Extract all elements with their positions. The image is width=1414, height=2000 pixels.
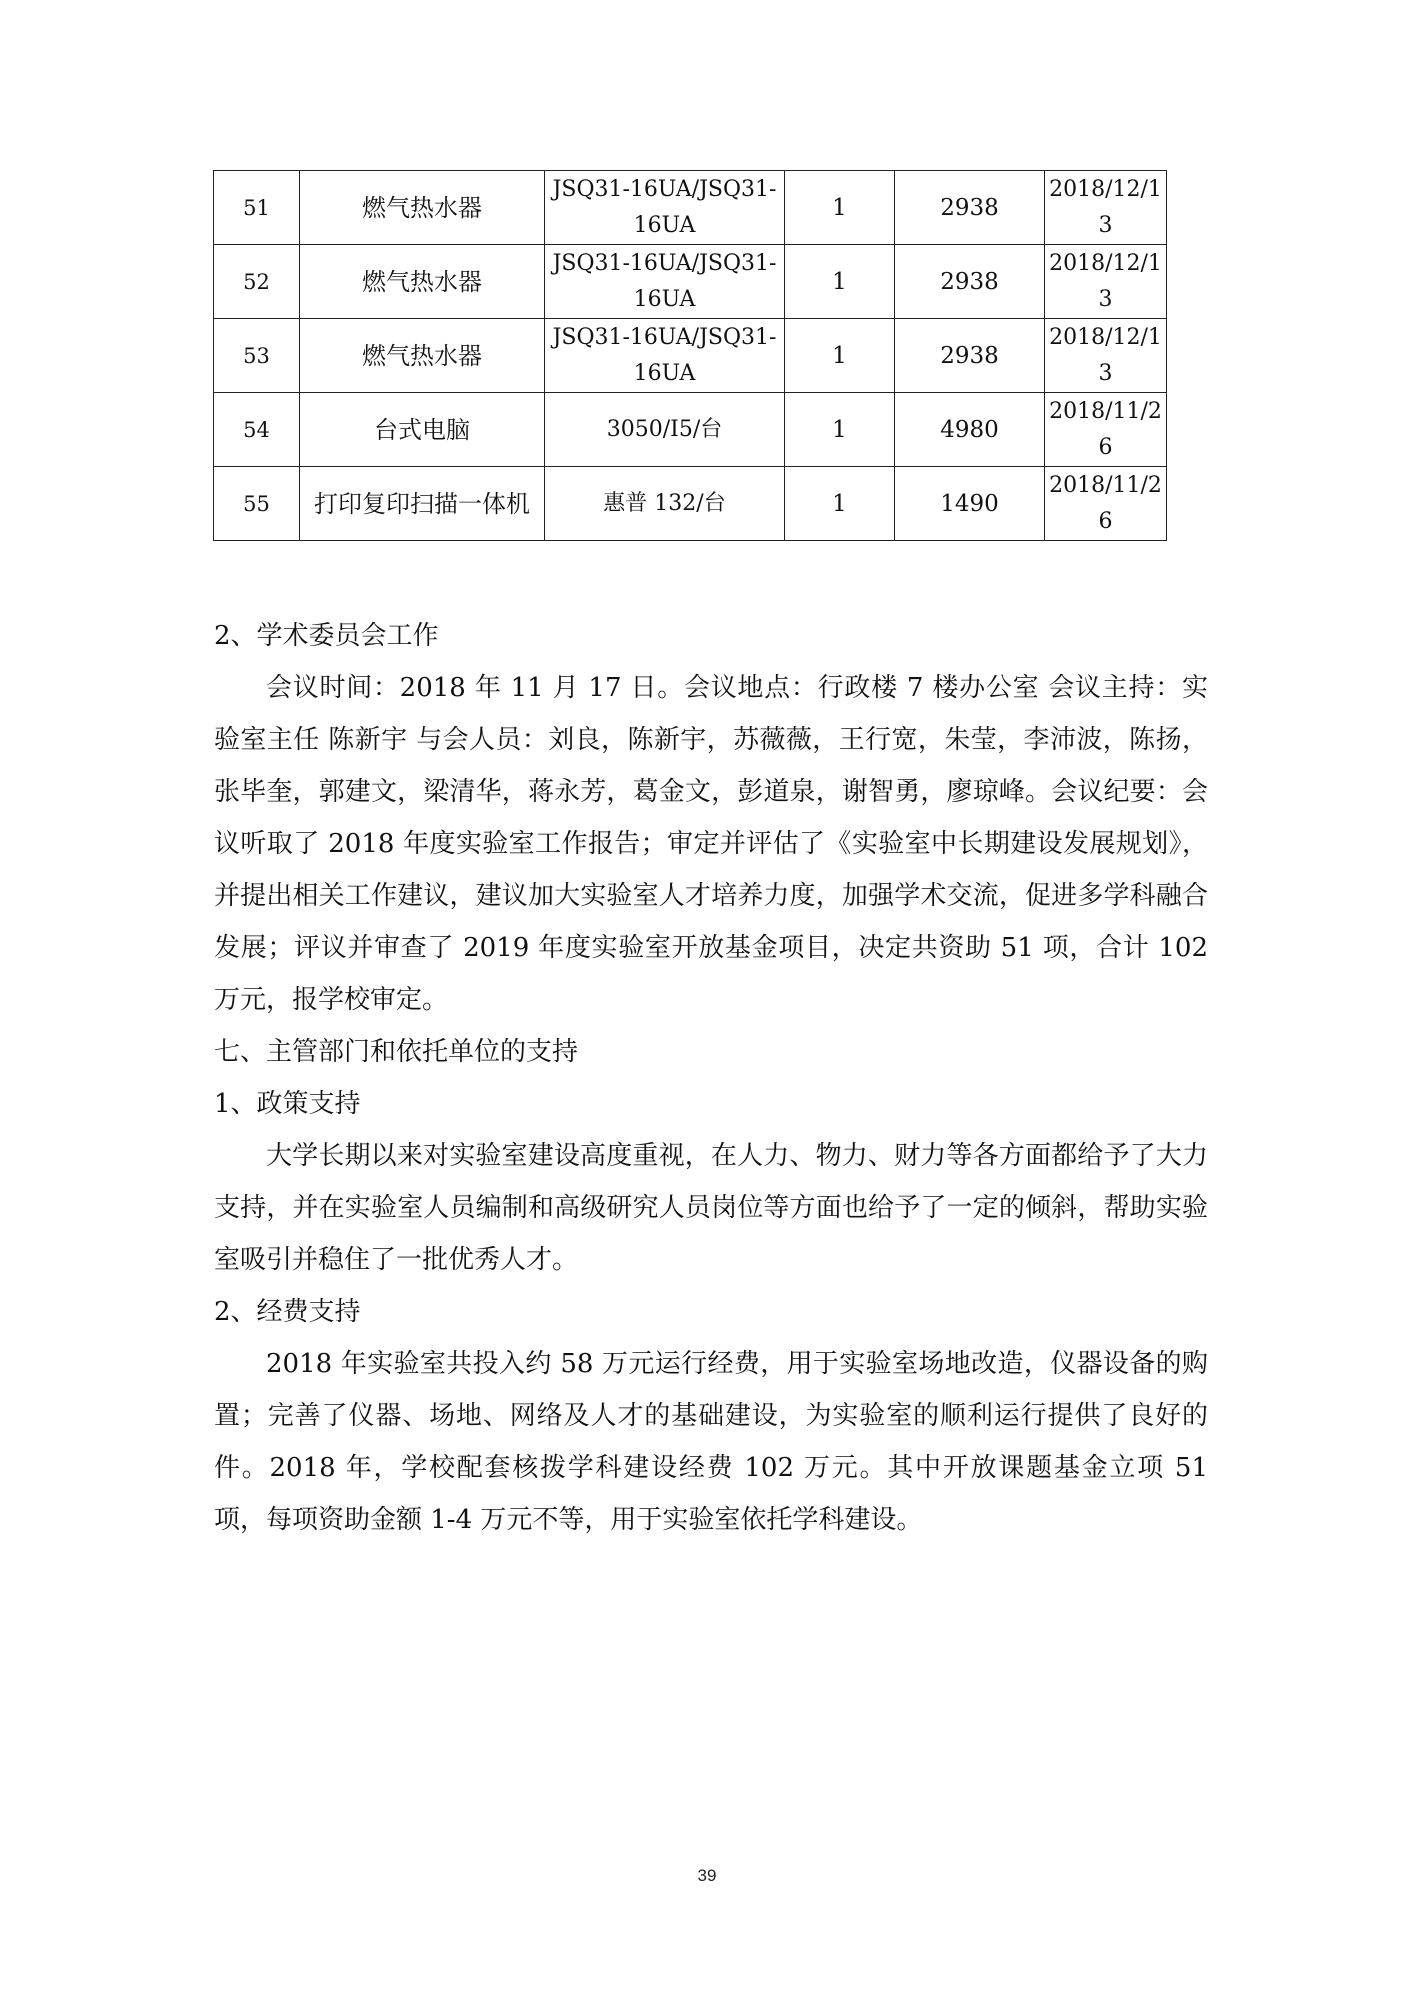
cell-price: 4980 bbox=[895, 393, 1045, 467]
document-body bbox=[214, 610, 1208, 1546]
section-heading: 2、经费支持 bbox=[214, 1297, 361, 1327]
table-row bbox=[214, 467, 1167, 541]
equipment-table bbox=[213, 170, 1167, 541]
cell-model: 3050/I5/台 bbox=[545, 393, 785, 467]
cell-model: JSQ31-16UA/JSQ31-16UA bbox=[545, 319, 785, 393]
cell-price: 2938 bbox=[895, 171, 1045, 245]
body-paragraph: 2018 年实验室共投入约 58 万元运行经费，用于实验室场地改造，仪器设备的购置；完善了仪器、场地、网络及人才的基础建设，为实验室的顺利运行提供了良好的件。2018 年，学校配套核拨学科建设经费 102 万元。其中开放课题基金立项 51 项，每项资助金额 1-4 万元不等，用于实验室依托学科建设。 bbox=[214, 1349, 1208, 1535]
cell-quantity: 1 bbox=[785, 319, 895, 393]
cell-model: JSQ31-16UA/JSQ31-16UA bbox=[545, 245, 785, 319]
table-row bbox=[214, 319, 1167, 393]
cell-price: 1490 bbox=[895, 467, 1045, 541]
cell-number: 53 bbox=[214, 319, 300, 393]
body-paragraph: 会议时间：2018 年 11 月 17 日。会议地点：行政楼 7 楼办公室 会议主持：实验室主任 陈新宇 与会人员：刘良，陈新宇，苏薇薇，王行宽，朱莹，李沛波，陈扬，张毕奎，郭建文，梁清华，蒋永芳，葛金文，彭道泉，谢智勇，廖琼峰。会议纪要：会议听取了 2018 年度实验室工作报告；审定并评估了《实验室中长期建设发展规划》，并提出相关工作建议，建议加大实验室人才培养力度，加强学术交流，促进多学科融合发展；评议并审查了 2019 年度实验室开放基金项目，决定共资助 51 项，合计 102 万元，报学校审定。 bbox=[214, 673, 1208, 1015]
cell-date: 2018/11/26 bbox=[1045, 467, 1167, 541]
cell-equipment-name: 台式电脑 bbox=[300, 393, 545, 467]
cell-quantity: 1 bbox=[785, 245, 895, 319]
cell-number: 51 bbox=[214, 171, 300, 245]
cell-date: 2018/11/26 bbox=[1045, 393, 1167, 467]
cell-quantity: 1 bbox=[785, 467, 895, 541]
cell-model: 惠普 132/台 bbox=[545, 467, 785, 541]
table-row bbox=[214, 171, 1167, 245]
cell-quantity: 1 bbox=[785, 393, 895, 467]
cell-date: 2018/12/13 bbox=[1045, 171, 1167, 245]
cell-quantity: 1 bbox=[785, 171, 895, 245]
cell-price: 2938 bbox=[895, 245, 1045, 319]
cell-price: 2938 bbox=[895, 319, 1045, 393]
cell-equipment-name: 燃气热水器 bbox=[300, 171, 545, 245]
cell-date: 2018/12/13 bbox=[1045, 319, 1167, 393]
cell-date: 2018/12/13 bbox=[1045, 245, 1167, 319]
cell-model: JSQ31-16UA/JSQ31-16UA bbox=[545, 171, 785, 245]
cell-equipment-name: 燃气热水器 bbox=[300, 319, 545, 393]
cell-number: 55 bbox=[214, 467, 300, 541]
body-paragraph: 大学长期以来对实验室建设高度重视，在人力、物力、财力等各方面都给予了大力支持，并在实验室人员编制和高级研究人员岗位等方面也给予了一定的倾斜，帮助实验室吸引并稳住了一批优秀人才。 bbox=[214, 1141, 1208, 1275]
table-row bbox=[214, 245, 1167, 319]
page-number: 39 bbox=[697, 1866, 717, 1885]
cell-number: 54 bbox=[214, 393, 300, 467]
section-heading: 2、学术委员会工作 bbox=[214, 621, 439, 651]
section-heading: 1、政策支持 bbox=[214, 1089, 361, 1119]
equipment-table-body bbox=[214, 171, 1167, 541]
cell-equipment-name: 燃气热水器 bbox=[300, 245, 545, 319]
cell-equipment-name: 打印复印扫描一体机 bbox=[300, 467, 545, 541]
cell-number: 52 bbox=[214, 245, 300, 319]
table-row bbox=[214, 393, 1167, 467]
section-heading: 七、主管部门和依托单位的支持 bbox=[214, 1037, 579, 1067]
